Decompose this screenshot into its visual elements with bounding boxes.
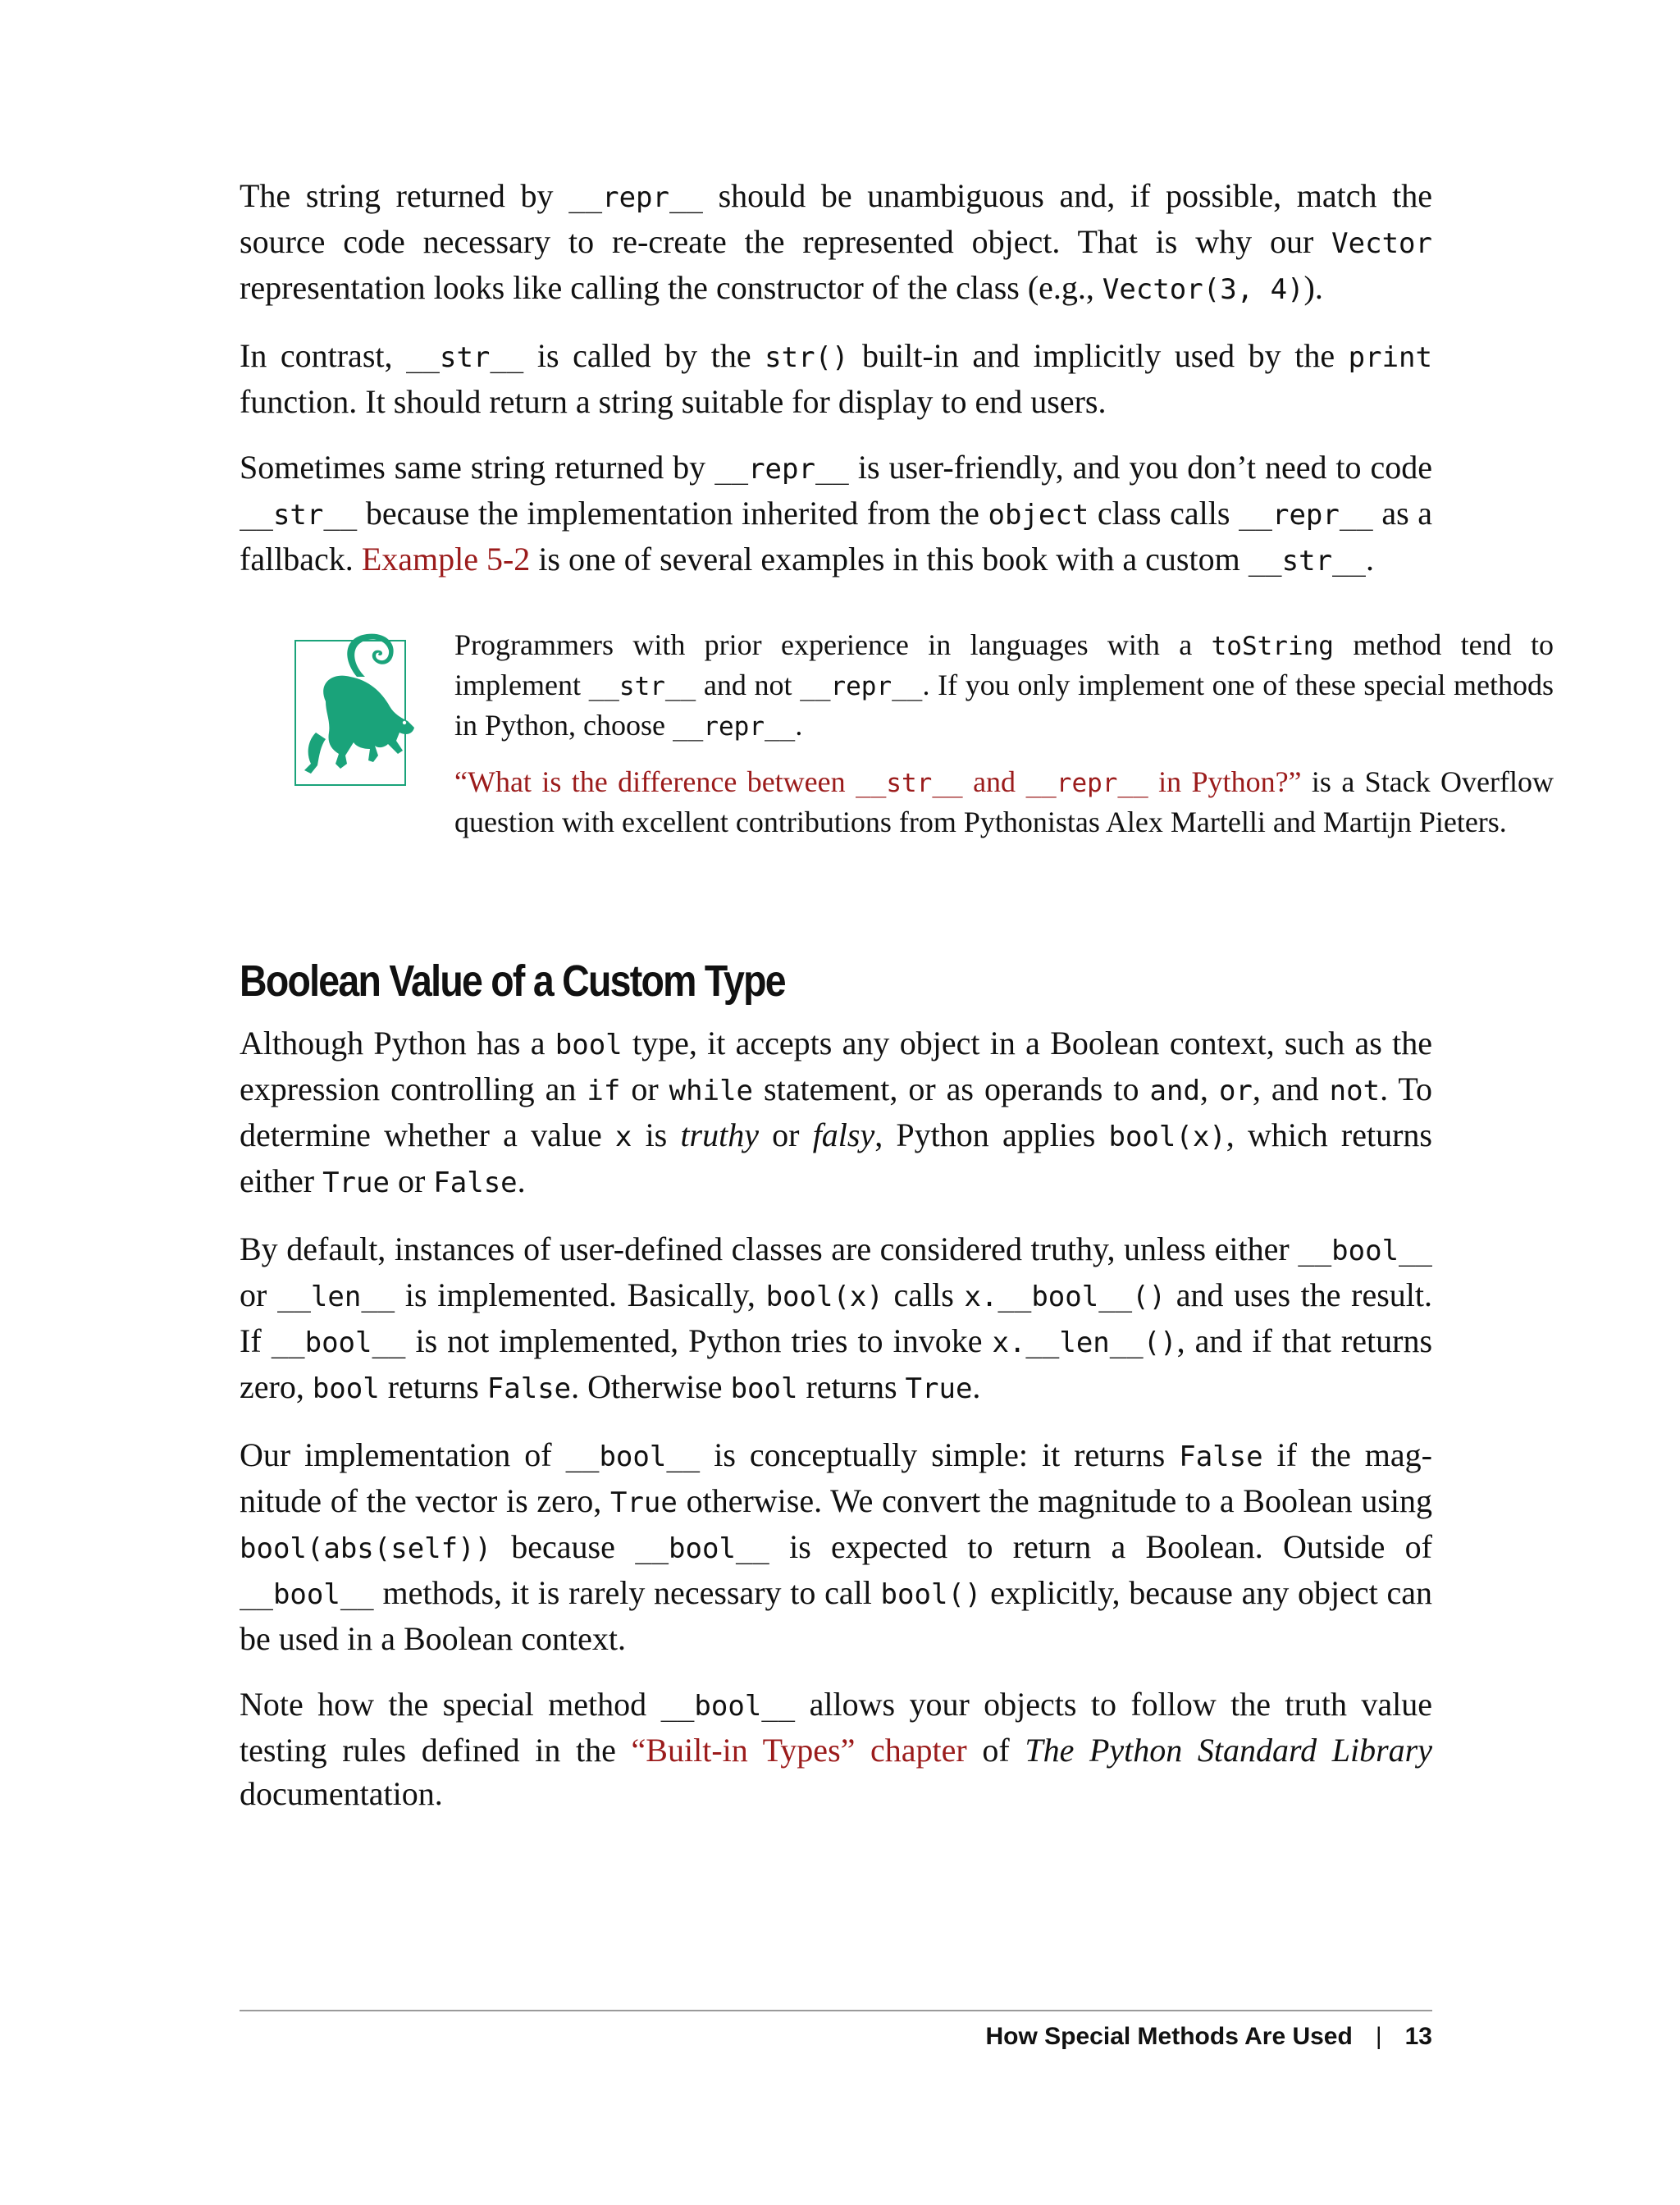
paragraph-truth-testing: Note how the special method __bool__ allows your objects to follow the truth value testing rules defined in the “Built-in Types” chapter of The Python Standard Library documentation. xyxy=(240,1686,1433,1812)
section-heading: Boolean Value of a Custom Type xyxy=(240,956,785,1006)
page-number: 13 xyxy=(1404,2023,1432,2050)
paragraph-str: In contrast, __str__ is called by the str() built-in and implicitly used by the print function. It should return a string suitable for display to end users. xyxy=(240,337,1432,420)
tip-paragraph-stackoverflow: “What is the difference between __str__ and __repr__ in Python?” is a Stack Overflow question with excellent contributions from Pythonistas Alex Martelli and Martijn Pieters. xyxy=(454,765,1554,838)
page-footer xyxy=(986,2023,1433,2051)
footer-chapter-title: How Special Methods Are Used xyxy=(985,2023,1353,2050)
paragraph-bool-context: Although Python has a bool type, it accepts any object in a Boolean context, such as the expression controlling an if or while statement, or as operands to and, or, and not. To determine whether a value x is truthy or falsy, Python applies bool(x), which returns either True or False. xyxy=(240,1025,1433,1199)
page-content xyxy=(240,174,1554,1838)
tip-paragraph-tostring: Programmers with prior experience in languages with a toString method tend to implement __str__ and not __repr__. If you only implement one of these special methods in Python, choose __repr__. xyxy=(454,628,1554,742)
paragraph-repr: The string returned by __repr__ should be unambiguous and, if possible, match the source code necessary to re-create the represented object. That is why our Vector representation looks like calling the constructor of the class (e.g., Vector(3, 4)). xyxy=(240,177,1432,306)
footer-separator: | xyxy=(1375,2023,1382,2050)
paragraph-implementation: Our implementation of __bool__ is conceptually simple: it returns False if the magnitude of the vector is zero, True otherwise. We convert the magnitude to a Boolean using bool(abs(self)) because __bool__ is expected to return a Boolean. Outside of __bool__ methods, it is rarely necessary to call bool() explicitly, because any object can be used in a Boolean context. xyxy=(240,1436,1433,1657)
tip-box xyxy=(240,626,1554,921)
stackoverflow-question-link[interactable]: “What is the difference between __str__ and __repr__ in Python?” xyxy=(454,765,1302,798)
example-5-2-link[interactable]: Example 5-2 xyxy=(361,541,531,578)
paragraph-fallback: Sometimes same string returned by __repr__ is user-friendly, and you don’t need to code __str__ because the implementation inherited from the object class calls __repr__ as a fallback. Example 5-2 is one of several examples in this book with a custom __str__. xyxy=(240,449,1432,578)
paragraph-default-truthy: By default, instances of user-defined classes are considered truthy, unless either __bool__ or __len__ is implemented. Basically, bool(x) calls x.__bool__() and uses the result. If __bool__ is not implemented, Python tries to invoke x.__len__(), and if that returns zero, bool returns False. Otherwise bool returns True. xyxy=(240,1230,1433,1405)
tip-text xyxy=(454,626,1554,858)
builtin-types-link[interactable]: “Built-in Types” chapter xyxy=(631,1732,967,1769)
footer-rule xyxy=(240,2010,1432,2011)
lemur-tip-icon xyxy=(293,626,416,790)
